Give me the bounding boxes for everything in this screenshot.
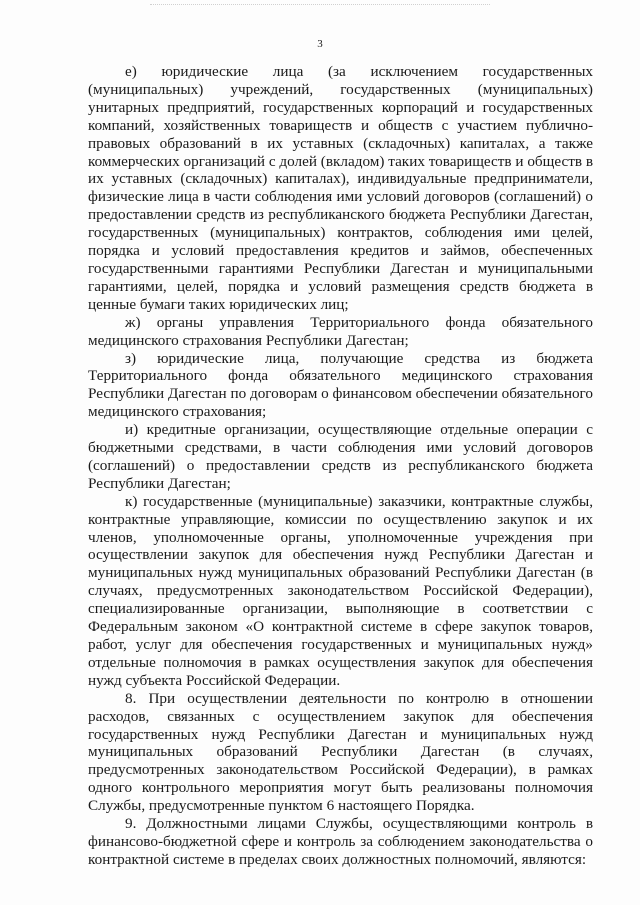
- paragraph-9: 9. Должностными лицами Службы, осуществляющими контроль в финансово-бюджетной сфере и контроль за соблюдением законодательства о контрактной системе в пределах своих должностных полномочий, являются:: [88, 815, 593, 868]
- paragraph-k: к) государственные (муниципальные) заказчики, контрактные службы, контрактные управляющие, комиссии по осуществлению закупок и их членов, уполномоченные органы, уполномоченные учреждения при осуществлении закупок для обеспечения нужд Республики Дагестан и муниципальных нужд муниципальных образований Республики Дагестан (в случаях, предусмотренных законодательством Российской Федерации), специализированные организации, выполняющие в соответствии с Федеральным законом «О контрактной системе в сфере закупок товаров, работ, услуг для обеспечения государственных и муниципальных нужд» отдельные полномочия в рамках осуществления закупок для обеспечения нужд субъекта Российской Федерации.: [88, 492, 593, 689]
- paragraph-8: 8. При осуществлении деятельности по контролю в отношении расходов, связанных с осуществлением закупок для обеспечения государственных нужд Республики Дагестан и муниципальных нужд муниципальных образований Республики Дагестан (в случаях, предусмотренных законодательством Российской Федерации), в рамках одного контрольного мероприятия могут быть реализованы полномочия Службы, предусмотренные пунктом 6 настоящего Порядка.: [88, 689, 593, 815]
- page-number: 3: [317, 38, 323, 50]
- scan-edge-artifact: [150, 4, 490, 6]
- document-body: [88, 63, 593, 869]
- paragraph-zh: ж) органы управления Территориального фонда обязательного медицинского страхования Республики Дагестан;: [88, 313, 593, 349]
- paragraph-z: з) юридические лица, получающие средства из бюджета Территориального фонда обязательного медицинского страхования Республики Дагестан по договорам о финансовом обеспечении обязательного медицинского страхования;: [88, 349, 593, 421]
- paragraph-i: и) кредитные организации, осуществляющие отдельные операции с бюджетными средствами, в части соблюдения ими условий договоров (соглашений) о предоставлении средств из республиканского бюджета Республики Дагестан;: [88, 421, 593, 492]
- paragraph-e: е) юридические лица (за исключением государственных (муниципальных) учреждений, государственных (муниципальных) унитарных предприятий, государственных корпораций и государственных компаний, хозяйственных товариществ и обществ с участием публично-правовых образований в их уставных (складочных) капиталах, а также коммерческих организаций с долей (вкладом) таких товариществ и обществ в их уставных (складочных) капиталах), индивидуальные предприниматели, физические лица в части соблюдения ими условий договоров (соглашений) о предоставлении средств из республиканского бюджета Республики Дагестан, государственных (муниципальных) контрактов, соблюдения ими целей, порядка и условий предоставления кредитов и займов, обеспеченных государственными гарантиями Республики Дагестан и муниципальными гарантиями, целей, порядка и условий размещения средств бюджета в ценные бумаги таких юридических лиц;: [88, 63, 593, 313]
